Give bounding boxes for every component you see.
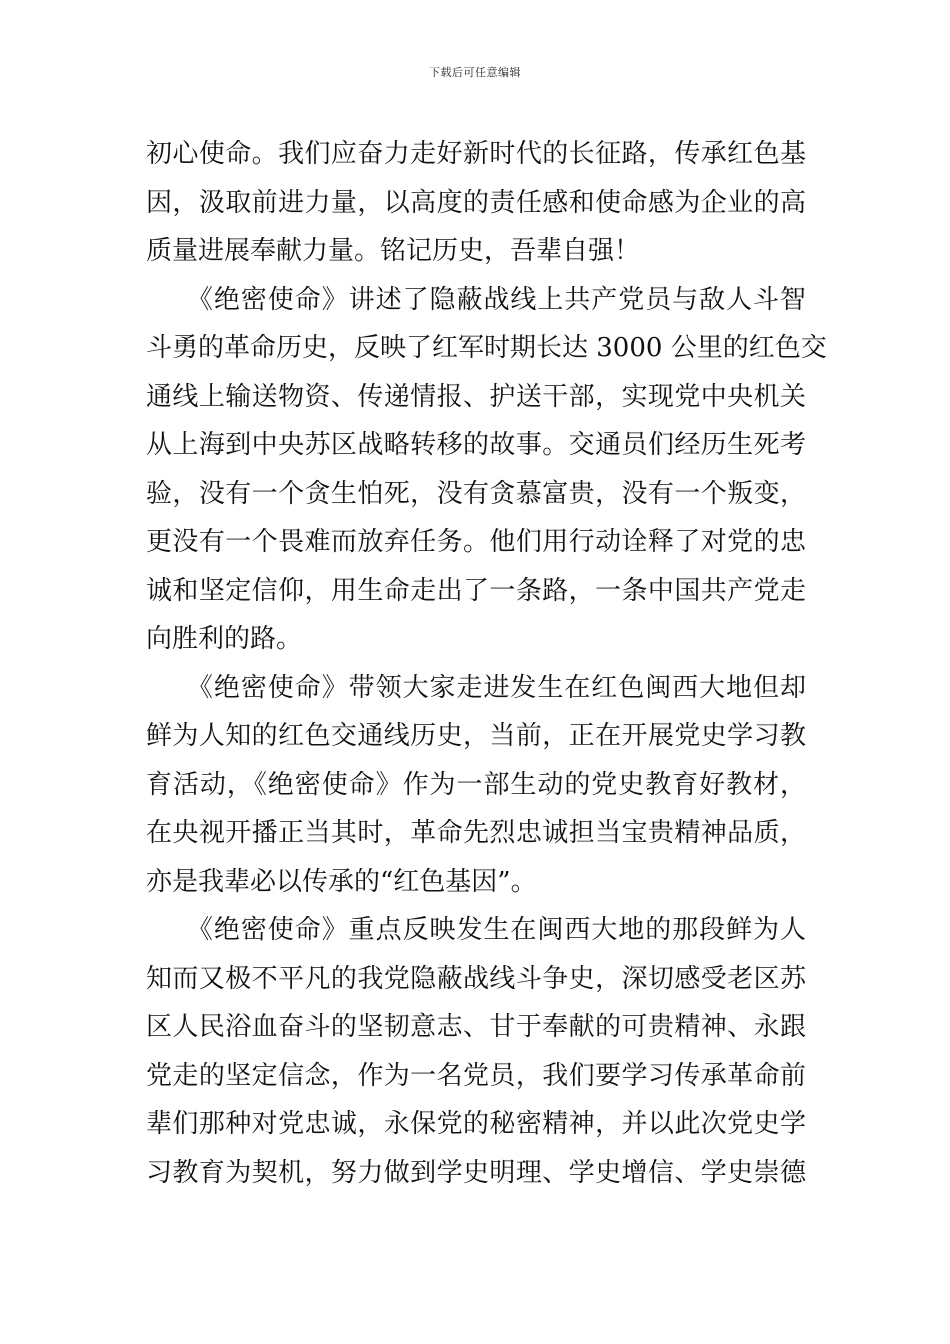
paragraph (146, 130, 806, 276)
text-line: 《绝密使命》重点反映发生在闽西大地的那段鲜为人 (146, 915, 806, 945)
text-line: 区人民浴血奋斗的坚韧意志、甘于奉献的可贵精神、永跟 (146, 1012, 806, 1042)
text-line: 《绝密使命》讲述了隐蔽战线上共产党员与敌人斗智 (146, 284, 806, 315)
text-line: 质量进展奉献力量。铭记历史，吾辈自强！ (146, 236, 641, 266)
text-line: 鲜为人知的红色交通线历史，当前，正在开展党史学习教 (146, 721, 806, 751)
text-line: 因，汲取前进力量，以高度的责任感和使命感为企业的高 (146, 187, 806, 218)
text-line: 辈们那种对党忠诚，永保党的秘密精神，并以此次党史学 (146, 1109, 806, 1139)
text-line: 亦是我辈必以传承的“红色基因”。 (146, 866, 537, 897)
text-line: 在央视开播正当其时，革命先烈忠诚担当宝贵精神品质， (146, 818, 806, 848)
page-header: 下载后可任意编辑 (429, 66, 521, 79)
text-line: 验，没有一个贪生怕死，没有贪慕富贵，没有一个叛变， (146, 478, 806, 509)
text-line: 更没有一个畏难而放弃任务。他们用行动诠释了对党的忠 (146, 527, 806, 557)
text-line: 初心使命。我们应奋力走好新时代的长征路，传承红色基 (146, 139, 806, 169)
text-line: 通线上输送物资、传递情报、护送干部，实现党中央机关 (146, 381, 806, 412)
text-line: 知而又极不平凡的我党隐蔽战线斗争史，深切感受老区苏 (146, 963, 806, 994)
text-line: 党走的坚定信念，作为一名党员，我们要学习传承革命前 (146, 1060, 806, 1091)
text-line: 《绝密使命》带领大家走进发生在红色闽西大地但却 (146, 672, 806, 703)
text-line: 斗勇的革命历史，反映了红军时期长达 3000 公里的红色交 (146, 333, 827, 363)
text-line: 习教育为契机，努力做到学史明理、学史增信、学史崇德 (146, 1157, 806, 1188)
paragraph (146, 276, 827, 664)
text-line: 向胜利的路。 (146, 624, 303, 654)
body-text (146, 130, 827, 1197)
paragraph (146, 664, 806, 907)
text-line: 育活动，《绝密使命》作为一部生动的党史教育好教材， (146, 769, 806, 800)
text-line: 诚和坚定信仰，用生命走出了一条路，一条中国共产党走 (146, 575, 806, 606)
paragraph (146, 906, 806, 1197)
text-line: 从上海到中央苏区战略转移的故事。交通员们经历生死考 (146, 430, 806, 460)
